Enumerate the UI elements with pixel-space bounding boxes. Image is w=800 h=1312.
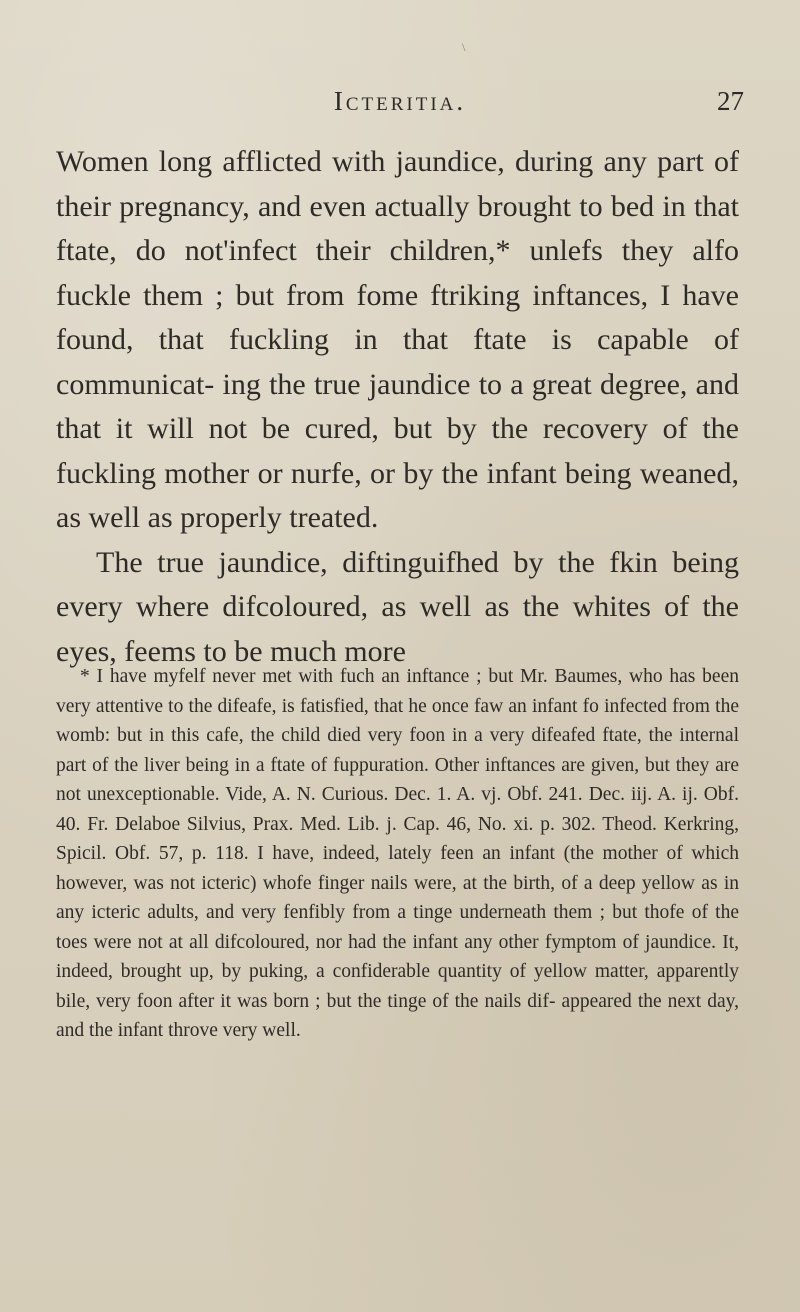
main-text <box>56 140 739 674</box>
paragraph-2: The true jaundice, diftinguifhed by the fkin being every where difcoloured, as well as the whites of the eyes, feems to be much more <box>56 545 739 668</box>
paragraph-1: Women long afflicted with jaundice, during any part of their pregnancy, and even actually brought to bed in that ftate, do not'infect their children,* unlefs they alfo fuckle them ; but from fome ftriking inftances, I have found, that fuckling in that ftate is capable of communicat- ing the true jaundice to a great degree, and that it will not be cured, but by the recovery of the fuckling mother or nurfe, or by the infant being weaned, as well as properly treated. <box>56 145 739 534</box>
running-title: Icteritia. <box>333 86 467 116</box>
page-number: 27 <box>717 86 744 116</box>
footnote-text: * I have myfelf never met with fuch an inftance ; but Mr. Baumes, who has been very attentive to the difeafe, is fatisfied, that he once faw an infant fo infected from the womb: but in this cafe, the child died very foon in a very difeafed ftate, the internal part of the liver being in a ftate of fuppuration. Other inftances are given, but they are not unexceptionable. Vide, A. N. Curious. Dec. 1. A. vj. Obf. 241. Dec. iij. A. ij. Obf. 40. Fr. Delaboe Silvius, Prax. Med. Lib. j. Cap. 46, No. xi. p. 302. Theod. Kerkring, Spicil. Obf. 57, p. 118. I have, indeed, lately feen an infant (the mother of which however, was not icteric) whofe finger nails were, at the birth, of a deep yellow as in any icteric adults, and very fenfibly from a tinge underneath them ; but thofe of the toes were not at all difcoloured, nor had the infant any other fymptom of jaundice. It, indeed, brought up, by puking, a confiderable quantity of yellow matter, apparently bile, very foon after it was born ; but the tinge of the nails dif- appeared the next day, and the infant throve very well. <box>56 666 739 1041</box>
stray-mark: \ <box>462 40 466 54</box>
footnote <box>56 662 739 1046</box>
page-header <box>56 86 744 126</box>
